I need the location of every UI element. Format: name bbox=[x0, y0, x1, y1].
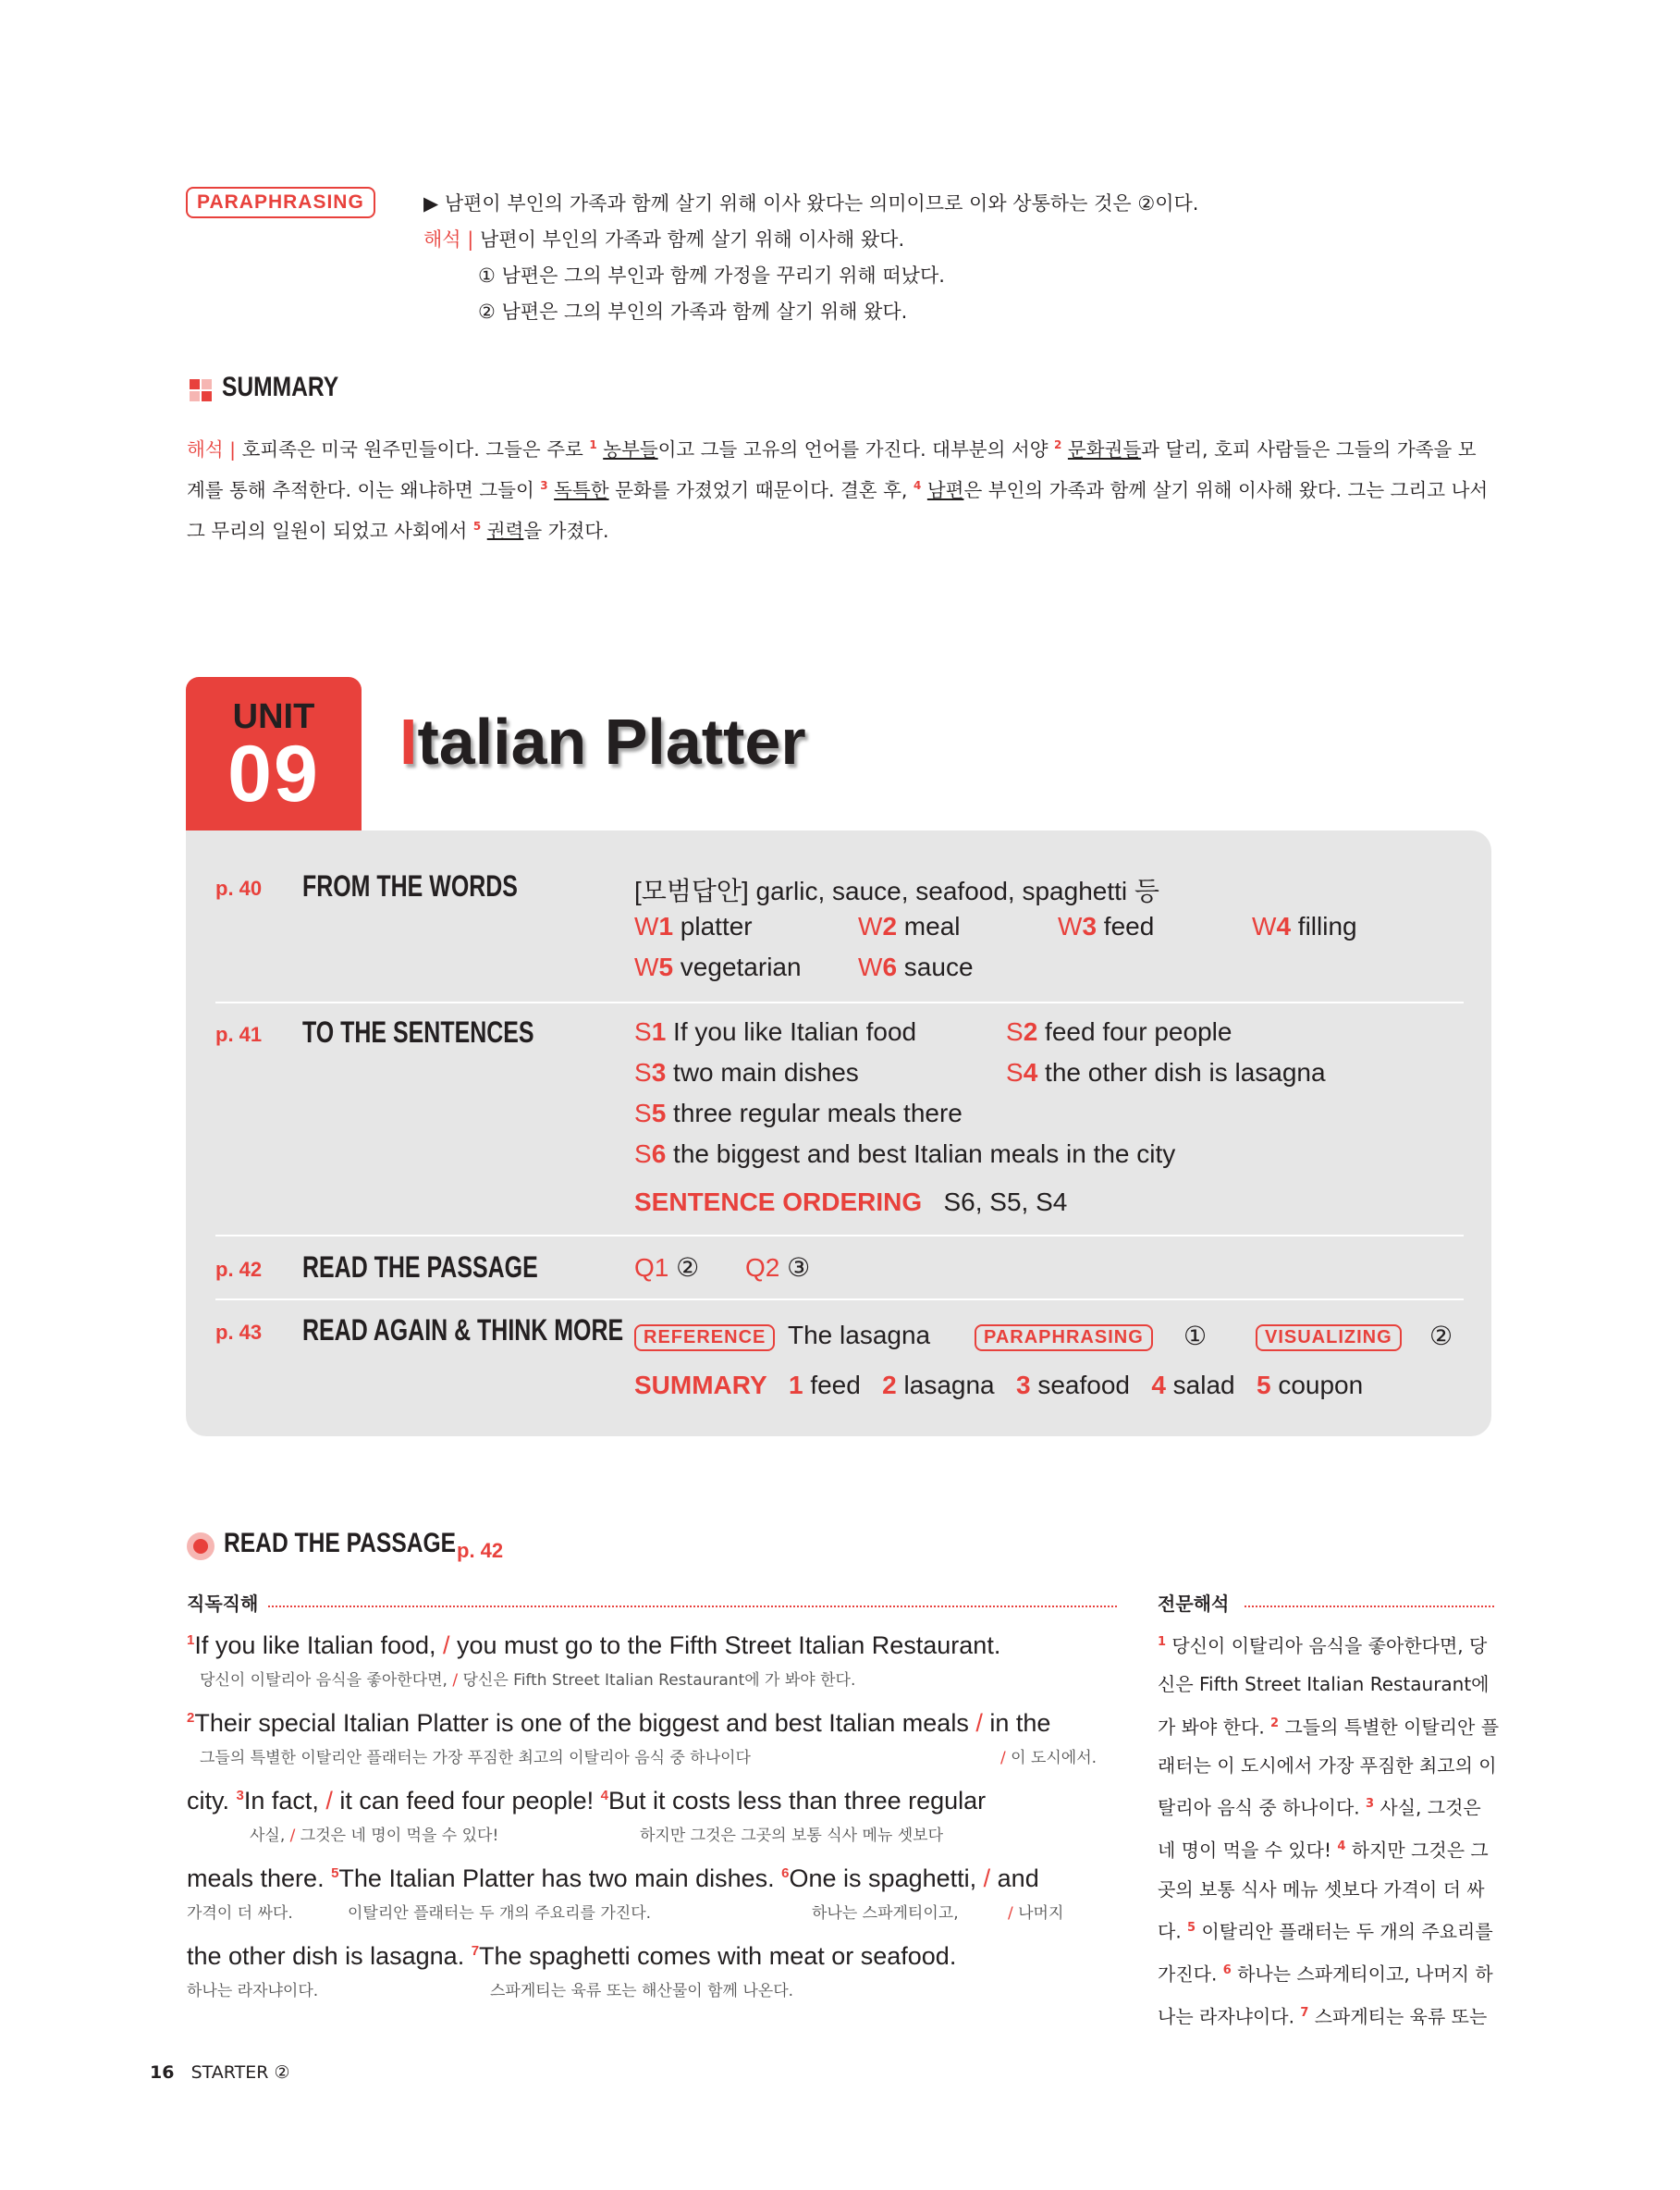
book-title: STARTER ② bbox=[190, 2062, 290, 2083]
word-answer: W1 platter bbox=[634, 912, 753, 941]
ordering-label: SENTENCE ORDERING bbox=[634, 1187, 923, 1216]
passage-gloss: 하지만 그것은 그곳의 보통 식사 메뉴 셋보다 bbox=[640, 1827, 944, 1845]
row-divider bbox=[215, 1235, 1464, 1236]
paraphrasing-answer: ① bbox=[1183, 1322, 1208, 1350]
paraphrasing-explanation: ▶ 남편이 부인의 가족과 함께 살기 위해 이사 왔다는 의미이므로 이와 상통하는 것은 ②이다. bbox=[423, 192, 1199, 215]
passage-line: $^2$Their special Italian Platter is one of the biggest and best Italian meals / in the bbox=[187, 1709, 1051, 1737]
page-ref: p. 41 bbox=[215, 1023, 263, 1046]
full-translation-heading: 전문해석 bbox=[1158, 1593, 1230, 1615]
visualizing-answer: ② bbox=[1429, 1322, 1453, 1350]
sentence-answer: S6 the biggest and best Italian meals in the city bbox=[634, 1139, 1176, 1168]
passage-gloss: 하나는 라자냐이다. bbox=[187, 1982, 319, 2000]
sentence-answer: S1 If you like Italian food bbox=[634, 1017, 917, 1046]
passage-gloss: / 이 도시에서. bbox=[1000, 1749, 1098, 1767]
passage-line: $^1$If you like Italian food, / you must go to the Fifth Street Italian Restaurant. bbox=[187, 1631, 1001, 1659]
sentence-answer: S2 feed four people bbox=[1006, 1017, 1232, 1046]
paraphrasing-option-1: ① 남편은 그의 부인과 함께 가정을 꾸리기 위해 떠났다. bbox=[478, 265, 945, 287]
paraphrasing-tag: PARAPHRASING bbox=[186, 187, 375, 218]
section-heading: READ AGAIN & THINK MORE bbox=[302, 1313, 624, 1347]
summary-label: SUMMARY bbox=[634, 1371, 767, 1399]
blank-number: 2 bbox=[1054, 438, 1062, 451]
ordering-value: S6, S5, S4 bbox=[943, 1187, 1068, 1216]
summary-label: 해석 | bbox=[187, 437, 237, 461]
passage-gloss: 당신이 이탈리아 음식을 좋아한다면, / 당신은 Fifth Street Italian Restaurant에 가 봐야 한다. bbox=[200, 1671, 856, 1690]
blank-answer: 남편 bbox=[926, 478, 964, 501]
summary-translation bbox=[187, 427, 1490, 548]
blank-answer: 문화권들 bbox=[1067, 437, 1142, 461]
bullet-icon bbox=[187, 1532, 215, 1560]
sentence-answer: S5 three regular meals there bbox=[634, 1099, 963, 1127]
unit-badge bbox=[186, 677, 362, 832]
summary-answer: coupon bbox=[1278, 1371, 1364, 1399]
paraphrasing-tag: PARAPHRASING bbox=[975, 1324, 1153, 1351]
word-answer: W3 feed bbox=[1058, 912, 1155, 941]
section-heading: FROM THE WORDS bbox=[302, 869, 518, 903]
summary-answer: feed bbox=[810, 1371, 861, 1399]
question-answer: Q1 ② bbox=[634, 1253, 700, 1282]
summary-text: 호피족은 미국 원주민들이다. 그들은 주로 bbox=[241, 437, 590, 461]
summary-text: 이고 그들 고유의 언어를 가진다. 대부분의 서양 bbox=[657, 437, 1055, 461]
full-translation: $^1$ 당신이 이탈리아 음식을 좋아한다면, 당신은 Fifth Street Italian Restaurant에 가 봐야 한다. $^2$ 그들의 특별한 이탈리안 플래터는 이 도시에서 가장 푸짐한 최고의 이탈리아 음식 중 하나이다. $^3$ 사실, 그것은 네 명이 먹을 수 있다! $^4$ 하지만 그것은 그곳의 보통 식사 메뉴 셋보다 가격이 더 싸다. $^5$ 이탈리안 플래터는 두 개의 주요리를 가진다. $^6$ 하나는 스파게티이고, 나머지 하나는 라자냐이다. $^7$ 스파게티는 육류 또는 bbox=[1158, 1634, 1500, 2029]
summary-heading: SUMMARY bbox=[222, 372, 339, 402]
passage-gloss: / 나머지 bbox=[1008, 1904, 1064, 1923]
translation-text: 남편이 부인의 가족과 함께 살기 위해 이사해 왔다. bbox=[480, 228, 905, 251]
summary-answer: seafood bbox=[1037, 1371, 1130, 1399]
summary-answer: lasagna bbox=[903, 1371, 995, 1399]
row-divider bbox=[215, 1298, 1464, 1300]
page-ref: p. 42 bbox=[215, 1258, 263, 1281]
unit-label: UNIT bbox=[232, 697, 315, 736]
visualizing-tag: VISUALIZING bbox=[1256, 1324, 1402, 1351]
passage-gloss: 스파게티는 육류 또는 해산물이 함께 나온다. bbox=[490, 1982, 794, 2000]
title-initial: I bbox=[399, 706, 418, 778]
passage-line: meals there. $^5$The Italian Platter has two main dishes. $^6$One is spaghetti, / and bbox=[187, 1864, 1039, 1892]
paraphrasing-translation bbox=[423, 225, 904, 252]
dotted-rule bbox=[268, 1606, 1117, 1607]
paraphrasing-option-2: ② 남편은 그의 부인의 가족과 함께 살기 위해 왔다. bbox=[478, 301, 908, 323]
title-rest: talian Platter bbox=[417, 706, 806, 778]
blank-answer: 농부들 bbox=[603, 437, 658, 461]
model-answer: [모범답안] garlic, sauce, seafood, spaghetti 등 bbox=[634, 877, 1159, 905]
read-passage-page: p. 42 bbox=[457, 1539, 504, 1562]
summary-text: 과 달리, 호피 사람들은 그들의 가족을 모계를 통해 추적한다. 이는 왜냐하면 그들이 bbox=[187, 437, 1477, 501]
blank-number: 5 bbox=[472, 519, 482, 533]
passage-gloss: 사실, / 그것은 네 명이 먹을 수 있다! bbox=[250, 1827, 499, 1845]
passage-line: the other dish is lasagna. $^7$The spaghetti comes with meat or seafood. bbox=[187, 1942, 957, 1970]
summary-icon bbox=[190, 379, 212, 401]
word-answer: W4 filling bbox=[1252, 912, 1357, 941]
page-footer bbox=[150, 2062, 289, 2083]
page-ref: p. 40 bbox=[215, 877, 263, 900]
sentence-answer: S3 two main dishes bbox=[634, 1058, 859, 1087]
section-heading: TO THE SENTENCES bbox=[302, 1015, 534, 1049]
blank-answer: 독특한 bbox=[554, 478, 609, 501]
page-ref: p. 43 bbox=[215, 1321, 263, 1344]
blank-number: 3 bbox=[540, 478, 548, 492]
passage-gloss: 그들의 특별한 이탈리안 플래터는 가장 푸짐한 최고의 이탈리아 음식 중 하나이다 bbox=[200, 1749, 751, 1767]
sentence-answer: S4 the other dish is lasagna bbox=[1006, 1058, 1326, 1087]
passage-gloss: 가격이 더 싸다. bbox=[187, 1904, 293, 1923]
passage-line: city. $^3$In fact, / it can feed four people! $^4$But it costs less than three regular bbox=[187, 1787, 987, 1815]
passage-gloss: 이탈리안 플래터는 두 개의 주요리를 가진다. bbox=[348, 1904, 652, 1923]
unit-number: 09 bbox=[227, 730, 320, 818]
summary-text: 을 가졌다. bbox=[523, 519, 609, 542]
question-answer: Q2 ③ bbox=[745, 1253, 811, 1282]
blank-number: 1 bbox=[589, 438, 597, 451]
dotted-rule bbox=[1245, 1606, 1494, 1607]
word-answer: W2 meal bbox=[858, 912, 961, 941]
unit-title bbox=[399, 705, 806, 779]
literal-translation-heading: 직독직해 bbox=[187, 1593, 259, 1615]
summary-text: 문화를 가졌었기 때문이다. 결혼 후, bbox=[608, 478, 914, 501]
reference-tag: REFERENCE bbox=[634, 1324, 775, 1351]
blank-number: 4 bbox=[913, 478, 922, 492]
translation-label: 해석 | bbox=[423, 228, 474, 251]
section-heading: READ THE PASSAGE bbox=[302, 1250, 538, 1284]
summary-answer: salad bbox=[1172, 1371, 1235, 1399]
row-divider bbox=[215, 1002, 1464, 1003]
word-answer: W6 sauce bbox=[858, 953, 974, 981]
blank-answer: 권력 bbox=[486, 519, 524, 542]
sentence-ordering bbox=[634, 1187, 1067, 1217]
page-number: 16 bbox=[150, 2062, 175, 2083]
summary-text: 은 부인의 가족과 함께 살기 위해 이사해 왔다. 그는 그리고 나서 그 무리의 일원이 되었고 사회에서 bbox=[187, 478, 1489, 542]
passage-gloss: 하나는 스파게티이고, bbox=[812, 1904, 959, 1923]
read-passage-heading: READ THE PASSAGE bbox=[224, 1528, 457, 1558]
word-answer: W5 vegetarian bbox=[634, 953, 802, 981]
reference-answer: The lasagna bbox=[788, 1321, 931, 1349]
summary-answers: SUMMARY 1 feed 2 lasagna 3 seafood 4 salad 5 coupon bbox=[634, 1371, 1364, 1399]
